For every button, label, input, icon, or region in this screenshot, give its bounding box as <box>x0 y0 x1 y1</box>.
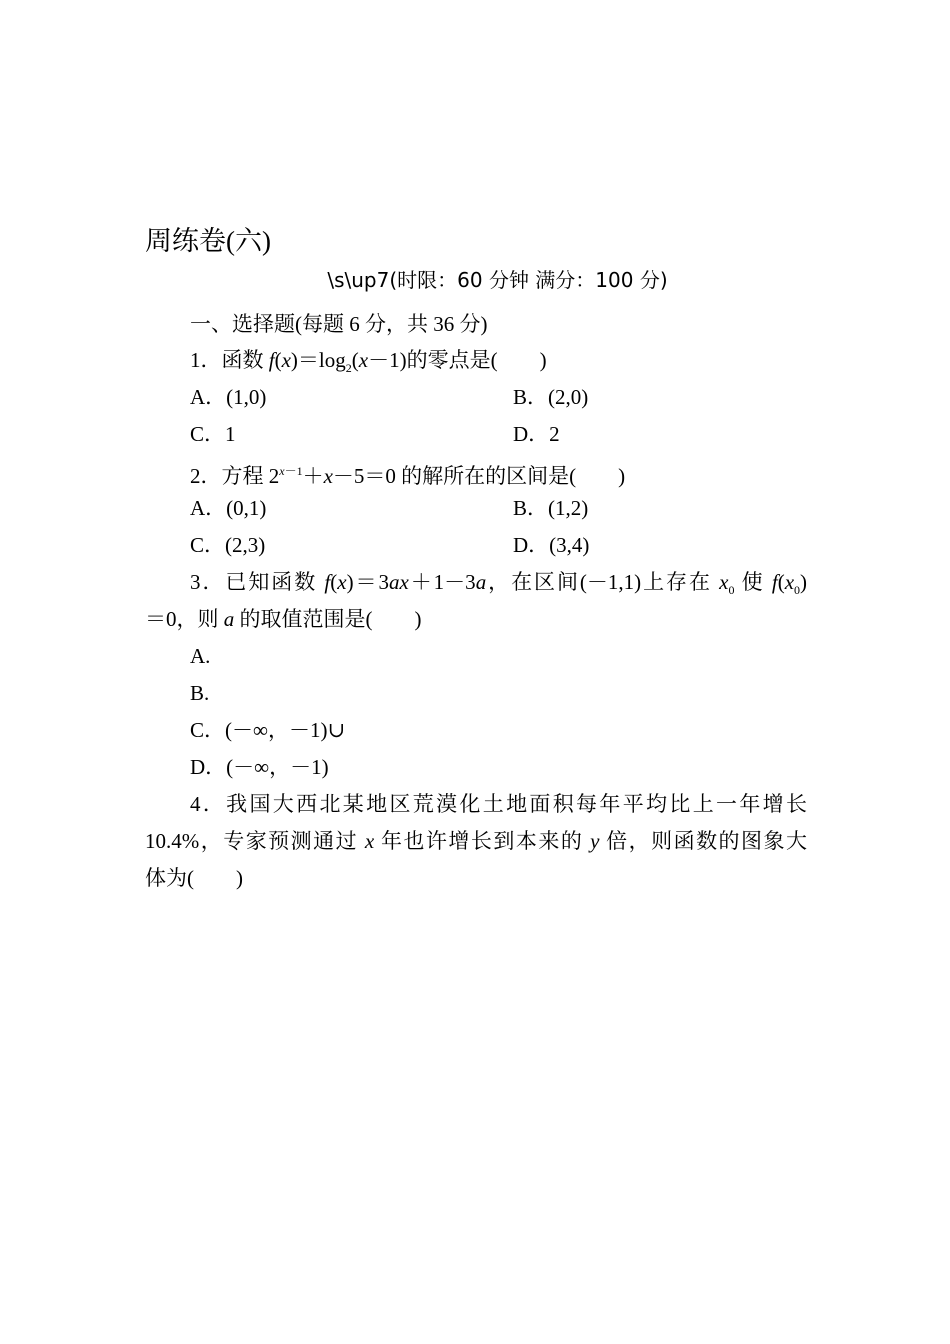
question-4-line-2: 10.4%，专家预测通过 x 年也许增长到本来的 y 倍，则函数的图象大 <box>145 829 808 853</box>
question-1-option-c: C．1 <box>190 422 236 446</box>
question-1-option-d: D．2 <box>513 422 560 446</box>
question-1-number: 1．函数 <box>190 348 269 372</box>
question-3-line-2: ＝0，则 a 的取值范围是( ) <box>145 607 422 631</box>
question-3-option-a: A. <box>190 644 211 668</box>
page-title: 周练卷(六) <box>145 226 271 256</box>
question-3-option-d: D．(－∞，－1) <box>190 755 329 779</box>
question-3-option-b: B. <box>190 681 210 705</box>
question-1-option-a: A．(1,0) <box>190 385 267 409</box>
page-subtitle: \s\up7(时限：60 分钟 满分：100 分) <box>327 268 668 292</box>
question-3-line-1: 3．已知函数 f(x)＝3ax＋1－3a，在区间(－1,1)上存在 $x_0$ 使 $f(x_0)$ <box>190 570 808 598</box>
question-4-line-1: 4．我国大西北某地区荒漠化土地面积每年平均比上一年增长 <box>190 792 807 816</box>
question-2-option-a: A．(0,1) <box>190 496 267 520</box>
question-4-line-3: 体为( ) <box>145 866 243 890</box>
question-2-option-d: D．(3,4) <box>513 533 590 557</box>
question-1-tail: 的零点是( ) <box>406 348 547 372</box>
question-3-option-c: C．(－∞，－1)∪ <box>190 718 346 742</box>
question-2-option-c: C．(2,3) <box>190 533 266 557</box>
question-1 <box>190 346 547 382</box>
question-1-expression: $f(x)=\log_2(x-1)$ <box>268 348 407 376</box>
question-1-option-b: B．(2,0) <box>513 385 589 409</box>
question-2: 2．方程 $2^{x-1}+x-5=0$ 的解所在的区间是( ) <box>190 464 626 488</box>
section-heading: 一、选择题(每题 6 分，共 36 分) <box>190 312 488 336</box>
question-2-option-b: B．(1,2) <box>513 496 589 520</box>
